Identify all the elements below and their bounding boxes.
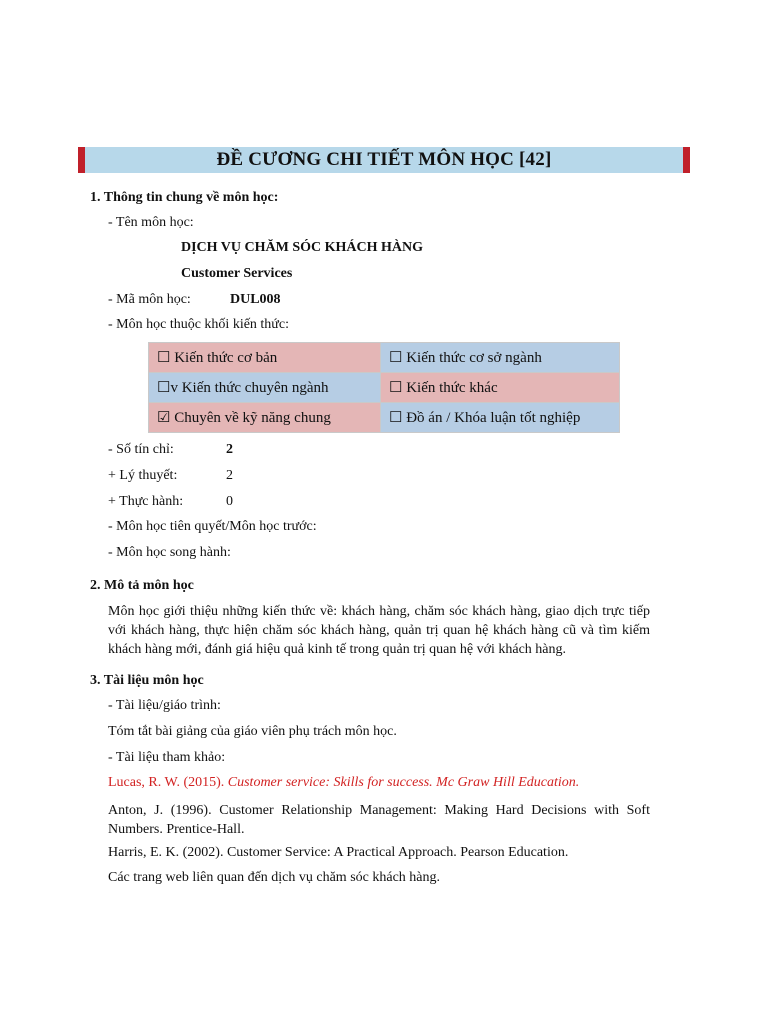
credits-label: - Số tín chỉ: [108,442,174,457]
knowledge-foundation-cell: ☐ Kiến thức cơ sở ngành [381,343,620,373]
reference-1 [108,775,579,791]
textbook: Tóm tắt bài giảng của giáo viên phụ trách môn học. [108,724,397,739]
theory-label: + Lý thuyết: [108,468,178,483]
textbook-label: - Tài liệu/giáo trình: [108,698,221,713]
table-row [149,373,620,403]
document-title-text: ĐỀ CƯƠNG CHI TIẾT MÔN HỌC [42] [216,149,552,170]
course-code: DUL008 [230,292,281,307]
document-title [78,147,690,173]
table-row [149,343,620,373]
section2-heading: 2. Mô tả môn học [90,578,194,593]
course-code-label: - Mã môn học: [108,292,191,307]
knowledge-block-label: - Môn học thuộc khối kiến thức: [108,317,290,332]
reference-4: Các trang web liên quan đến dịch vụ chăm sóc khách hàng. [108,870,441,885]
reference-1-author: Lucas, R. W. (2015). [108,775,228,790]
references-label: - Tài liệu tham khảo: [108,750,226,765]
practice-label: + Thực hành: [108,494,184,509]
section1-heading: 1. Thông tin chung về môn học: [90,190,279,205]
prerequisite-label: - Môn học tiên quyết/Môn học trước: [108,519,317,534]
course-name-en: Customer Services [181,266,293,281]
reference-3: Harris, E. K. (2002). Customer Service: A Practical Approach. Pearson Education. [108,845,569,860]
reference-1-title: Customer service: Skills for success. Mc Graw Hill Education. [227,775,580,790]
practice-value: 0 [226,494,233,509]
knowledge-basic-cell: ☐ Kiến thức cơ bản [149,343,381,373]
course-name-vi: DỊCH VỤ CHĂM SÓC KHÁCH HÀNG [181,240,424,255]
parallel-label: - Môn học song hành: [108,545,231,560]
course-description: Môn học giới thiệu những kiến thức về: khách hàng, chăm sóc khách hàng, giao dịch trực tiếp với khách hàng, thực hiện chăm sóc khách hàng, quản trị quan hệ khách hàng cũ và tìm kiếm khách hàng mới, đánh giá hiệu quả kinh tế trong quản trị quan hệ với khách hàng. [108,604,650,657]
knowledge-thesis-cell: ☐ Đồ án / Khóa luận tốt nghiệp [381,403,620,433]
credits-value: 2 [226,442,233,457]
knowledge-specialized-cell: ☐v Kiến thức chuyên ngành [149,373,381,403]
section3-heading: 3. Tài liệu môn học [90,673,204,688]
reference-2: Anton, J. (1996). Customer Relationship Management: Making Hard Decisions with Soft Numbers. Prentice-Hall. [108,803,650,837]
knowledge-general-skills-cell: ☑ Chuyên về kỹ năng chung [149,403,381,433]
course-name-label: - Tên môn học: [108,215,194,230]
knowledge-other-cell: ☐ Kiến thức khác [381,373,620,403]
table-row [149,403,620,433]
knowledge-block-table [148,342,620,433]
theory-value: 2 [226,468,233,483]
